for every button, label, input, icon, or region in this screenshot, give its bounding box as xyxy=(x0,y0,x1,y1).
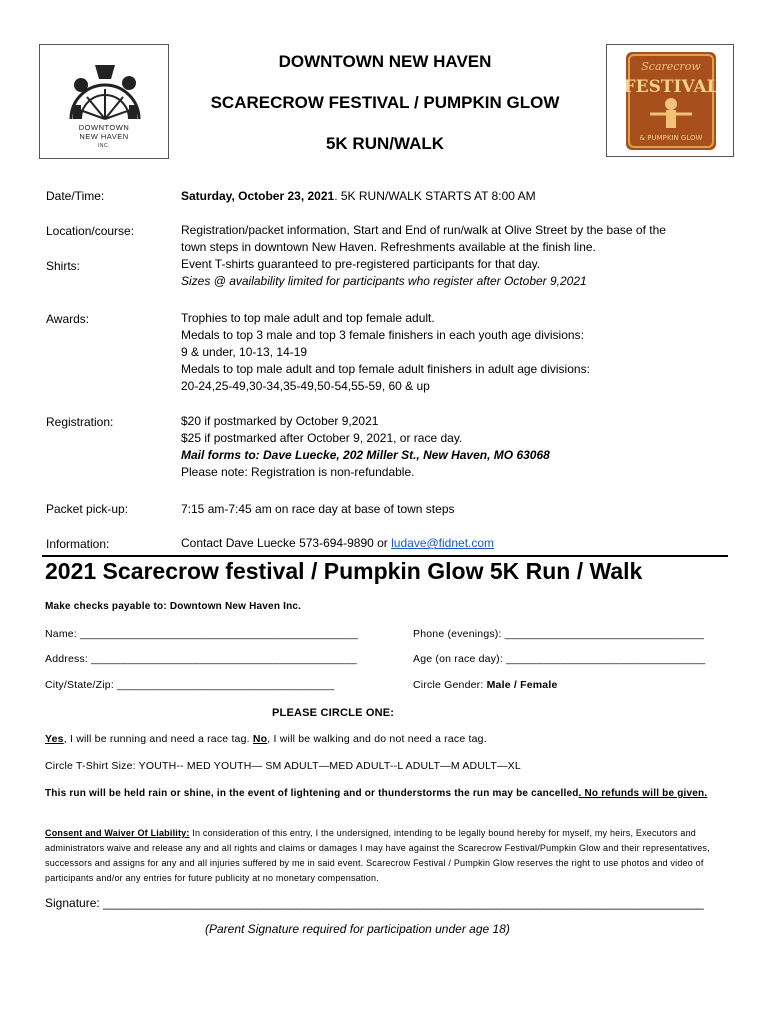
packet-value xyxy=(181,501,741,518)
scarecrow-icon xyxy=(626,52,716,150)
packet-label: Packet pick-up: xyxy=(46,502,129,516)
logo-text-line3: INC. xyxy=(98,143,110,149)
registration-label: Registration: xyxy=(46,415,114,429)
shirts-line2: Sizes @ availability limited for participants who register after October 9,2021 xyxy=(181,274,587,288)
checks-payable: Make checks payable to: Downtown New Haven Inc. xyxy=(45,601,302,612)
rain-text: This run will be held rain or shine, in the event of lightening and or thunderstorms the run may be cancelled xyxy=(45,788,579,799)
badge-word3: & PUMPKIN GLOW xyxy=(639,134,703,142)
form-title: 2021 Scarecrow festival / Pumpkin Glow 5K Run / Walk xyxy=(45,558,643,584)
shirts-label: Shirts: xyxy=(46,259,81,273)
gender-field[interactable] xyxy=(413,679,558,691)
mail-forms-line: Mail forms to: Dave Luecke, 202 Miller St., New Haven, MO 63068 xyxy=(181,448,550,462)
event-start: . 5K RUN/WALK STARTS AT 8:00 AM xyxy=(334,189,536,203)
festival-badge xyxy=(626,52,716,150)
event-date: Saturday, October 23, 2021 xyxy=(181,189,335,203)
information-label: Information: xyxy=(46,537,110,551)
packet-text: 7:15 am-7:45 am on race day at base of town steps xyxy=(181,502,455,516)
no-option[interactable]: No xyxy=(252,733,268,745)
section-divider xyxy=(42,555,728,557)
gender-options[interactable]: Male / Female xyxy=(486,679,558,691)
gender-label: Circle Gender: xyxy=(413,679,487,691)
downtown-new-haven-logo xyxy=(39,44,169,159)
logo-text-line2: NEW HAVEN xyxy=(79,132,129,141)
registration-line1: $20 if postmarked by October 9,2021 xyxy=(181,414,379,428)
consent-heading: Consent and Waiver Of Liability: xyxy=(45,828,190,838)
information-text: Contact Dave Luecke 573-694-9890 or xyxy=(181,536,392,550)
location-value xyxy=(181,222,741,256)
information-value xyxy=(181,535,741,552)
contact-email-link[interactable]: ludave@fidnet.com xyxy=(391,536,495,550)
name-field[interactable]: Name: ______________________________________________ xyxy=(45,628,358,640)
signature-field[interactable]: Signature: __________________________________________________________________________________________ xyxy=(45,896,704,910)
page-title-line2: SCARECROW FESTIVAL / PUMPKIN GLOW xyxy=(210,93,560,112)
age-field[interactable]: Age (on race day): _________________________________ xyxy=(413,653,706,665)
registration-value xyxy=(181,413,741,481)
awards-line: Medals to top 3 male and top 3 female finishers in each youth age divisions: xyxy=(181,328,584,342)
page-title-line1: DOWNTOWN NEW HAVEN xyxy=(278,52,492,71)
yes-option[interactable]: Yes xyxy=(45,733,64,745)
shirts-line1: Event T-shirts guaranteed to pre-registered participants for that day. xyxy=(181,257,541,271)
city-state-zip-field[interactable]: City/State/Zip: ____________________________________ xyxy=(45,679,335,691)
location-line1: Registration/packet information, Start and End of run/walk at Olive Street by the base of the xyxy=(181,223,666,237)
consent-text: In consideration of this entry, I the undersigned, intending to be legally bound hereby for myself, my heirs, Executors and administrators waive and release any and all rights and claims or damages I may have against the Scarecrow Festival/Pumpkin Glow and their representatives, successors and assigns for any and all injuries suffered by me in said event. Scarecrow Festival / Pumpkin Glow reserves the right to use photos and video of participants and/or any entries for future publicity at no monetary compensation. xyxy=(45,828,710,883)
phone-field[interactable]: Phone (evenings): _________________________________ xyxy=(413,628,705,640)
registration-line2: $25 if postmarked after October 9, 2021, or race day. xyxy=(181,431,463,445)
datetime-value xyxy=(181,188,741,205)
badge-word1: Scarecrow xyxy=(641,60,701,73)
location-label: Location/course: xyxy=(46,224,135,238)
awards-line: Medals to top male adult and top female adult finishers in adult age divisions: xyxy=(181,362,590,376)
awards-line: Trophies to top male adult and top female adult. xyxy=(181,311,435,325)
parent-signature-note: (Parent Signature required for participation under age 18) xyxy=(205,922,510,936)
scarecrow-festival-logo xyxy=(606,44,734,157)
no-refunds: . No refunds will be given. xyxy=(578,788,708,799)
badge-word2: FESTIVAL xyxy=(626,77,716,97)
consent-waiver xyxy=(45,826,725,886)
awards-value xyxy=(181,310,741,395)
registration-note: Please note: Registration is non-refundable. xyxy=(181,465,415,479)
circle-one-heading: PLEASE CIRCLE ONE: xyxy=(272,707,395,719)
datetime-label: Date/Time: xyxy=(46,189,105,203)
awards-label: Awards: xyxy=(46,312,90,326)
yes-text: , I will be running and need a race tag. xyxy=(63,733,253,745)
shirts-value xyxy=(181,256,741,290)
awards-line: 9 & under, 10-13, 14-19 xyxy=(181,345,308,359)
tshirt-size-choice[interactable]: Circle T-Shirt Size: YOUTH-- MED YOUTH— SM ADULT—MED ADULT--L ADULT—M ADULT—XL xyxy=(45,760,521,772)
ferris-wheel-icon xyxy=(65,61,145,123)
race-tag-choice[interactable] xyxy=(45,733,487,745)
logo-text-line1: DOWNTOWN xyxy=(78,123,130,132)
page-title-line3: 5K RUN/WALK xyxy=(325,134,445,153)
no-text: , I will be walking and do not need a race tag. xyxy=(267,733,487,745)
awards-line: 20-24,25-49,30-34,35-49,50-54,55-59, 60 & up xyxy=(181,379,430,393)
rain-notice xyxy=(45,786,725,801)
location-line2: town steps in downtown New Haven. Refreshments available at the finish line. xyxy=(181,240,596,254)
address-field[interactable]: Address: ____________________________________________ xyxy=(45,653,357,665)
